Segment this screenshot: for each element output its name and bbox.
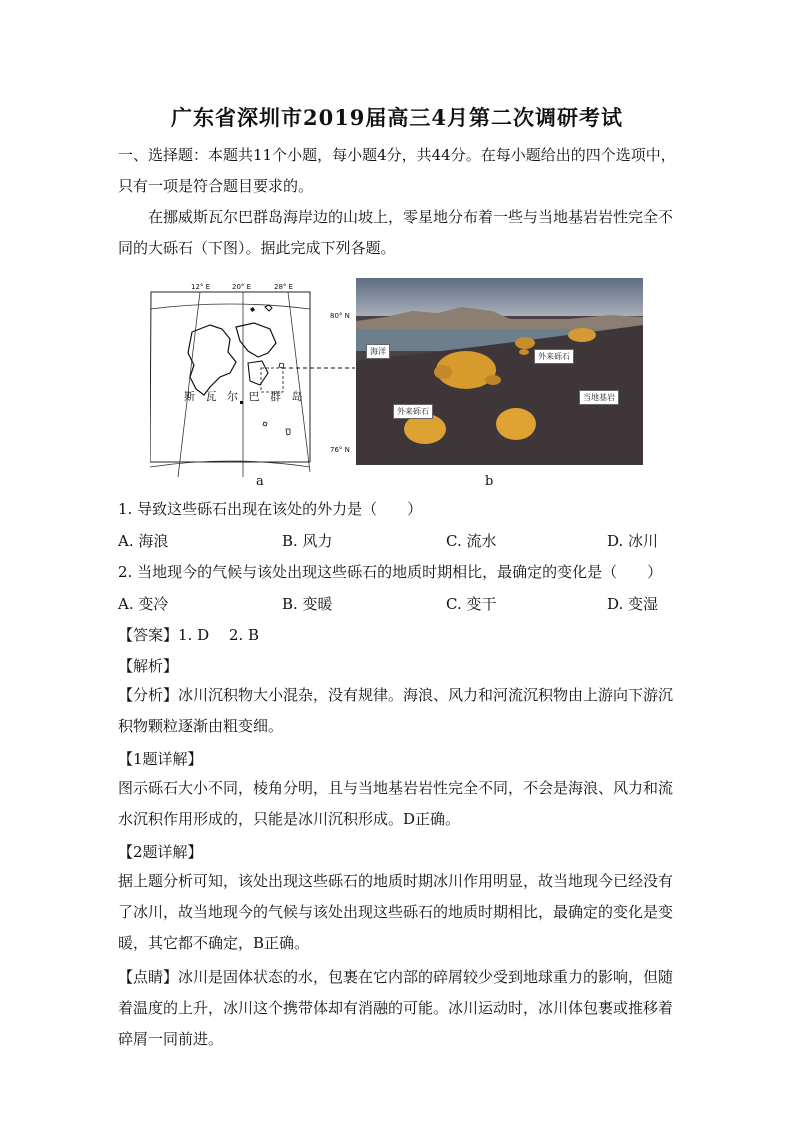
q1-option-d: D. 冰川 (607, 532, 659, 550)
detail1-heading: 【1题详解】 (118, 750, 203, 768)
photo-label-sea: 海洋 (366, 344, 390, 359)
analysis-heading: 【解析】 (118, 657, 179, 675)
map-frame (150, 292, 310, 462)
lon-label-20: 20° E (232, 283, 252, 291)
q2-stem: 2. 当地现今的气候与该处出现这些砾石的地质时期相比，最确定的变化是（ ） (118, 563, 663, 581)
q2-option-a: A. 变冷 (118, 595, 169, 613)
island-north-east (236, 323, 276, 357)
lat-label-80: 80° N (330, 312, 350, 320)
highlight-text: 【点睛】冰川是固体状态的水，包裹在它内部的碎屑较少受到地球重力的影响，但随着温度的上升，冰川这个携带体却有消融的可能。冰川运动时，冰川体包裹或推移着碎屑一同前进。 (118, 968, 674, 1048)
figure (150, 277, 650, 487)
caption-a: a (256, 474, 264, 489)
section-intro: 一、选择题：本题共11个小题，每小题4分，共44分。在每小题给出的四个选项中，只有一项是符合题目要求的。 (118, 146, 676, 195)
boulder-right (496, 408, 536, 440)
detail1-text: 图示砾石大小不同，棱角分明，且与当地基岩岩性完全不同，不会是海浪、风力和流水沉积作用形成的，只能是冰川沉积形成。D正确。 (118, 779, 674, 828)
q2-option-b: B. 变暖 (282, 595, 333, 613)
caption-b: b (485, 474, 494, 489)
q1-option-b: B. 风力 (282, 532, 333, 550)
analysis-text: 【分析】冰川沉积物大小混杂，没有规律。海浪、风力和河流沉积物由上游向下游沉积物颗粒逐渐由粗变细。 (118, 686, 674, 735)
lon-label-12: 12° E (191, 283, 211, 291)
map-figure-a (150, 292, 355, 477)
lon-label-28: 28° E (274, 283, 294, 291)
q1-option-a: A. 海浪 (118, 532, 169, 550)
q2-option-d: D. 变湿 (607, 595, 659, 613)
passage: 在挪威斯瓦尔巴群岛海岸边的山坡上，零星地分布着一些与当地基岩岩性完全不同的大砾石（下图）。据此完成下列各题。 (118, 208, 674, 257)
detail2-heading: 【2题详解】 (118, 843, 203, 861)
lat-label-76: 76° N (330, 446, 350, 454)
answer-line: 【答案】1. D 2. B (118, 626, 259, 644)
photo-label-foreign-gravel-1: 外来砾石 (534, 349, 574, 364)
island-east (248, 361, 268, 385)
detail2-text: 据上题分析可知，该处出现这些砾石的地质时期冰川作用明显，故当地现今已经没有了冰川，故当地现今的气候与该处出现这些砾石的地质时期相比，最确定的变化是变暖，其它都不确定，B正确。 (118, 872, 674, 952)
map-place-label: 斯 瓦 尔 巴 群 岛 (184, 390, 303, 403)
q1-option-c: C. 流水 (446, 532, 497, 550)
q1-stem: 1. 导致这些砾石出现在该处的外力是（ ） (118, 500, 423, 518)
photo-label-bedrock: 当地基岩 (579, 390, 619, 405)
page-title: 广东省深圳市2019届高三4月第二次调研考试 (170, 105, 624, 130)
photo-figure-b (356, 278, 643, 465)
photo-label-foreign-gravel-2: 外来砾石 (393, 404, 433, 419)
q2-option-c: C. 变干 (446, 595, 497, 613)
